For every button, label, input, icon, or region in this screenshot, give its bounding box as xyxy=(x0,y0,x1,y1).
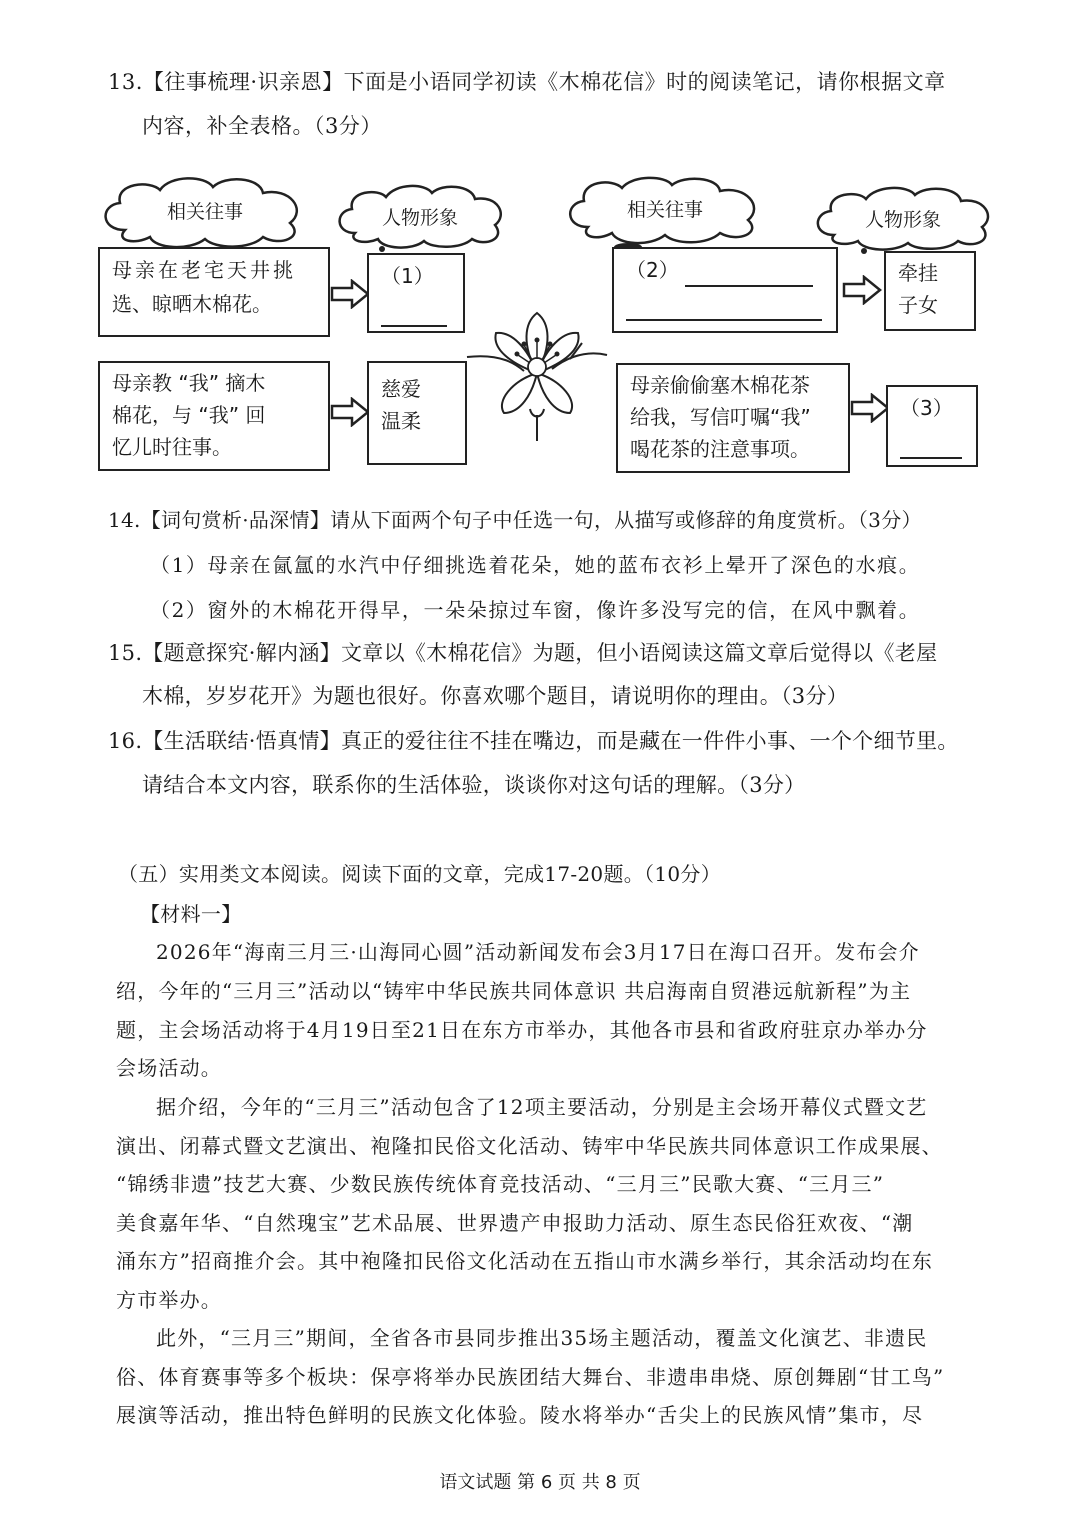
answer3-label: （3） xyxy=(900,396,953,420)
p3-line1: 此外，“三月三”期间，全省各市县同步推出35场主题活动，覆盖文化演艺、非遗民 xyxy=(156,1326,928,1350)
q14-sentence2: （2）窗外的木棉花开得早，一朵朵掠过车窗，像许多没写完的信，在风中飘着。 xyxy=(150,598,921,622)
cloud-character-right xyxy=(808,185,998,255)
event3-line3: 忆儿时往事。 xyxy=(112,435,232,459)
arrow-right-icon xyxy=(330,397,370,427)
p3-line3: 展演等活动，推出特色鲜明的民族文化体验。陵水将举办“舌尖上的民族风情”集市，尽 xyxy=(116,1403,924,1427)
cloud-past-events-right xyxy=(560,175,770,250)
cloud-label: 人物形象 xyxy=(864,209,941,231)
q15-line2: 木棉，岁岁花开》为题也很好。你喜欢哪个题目，请说明你的理由。（3分） xyxy=(142,684,849,708)
q13-stem-line1: 13.【往事梳理·识亲恩】下面是小语同学初读《木棉花信》时的阅读笔记，请你根据文章 xyxy=(108,70,946,94)
q14-sentence1: （1）母亲在氤氲的水汽中仔细挑选着花朵，她的蓝布衣衫上晕开了深色的水痕。 xyxy=(150,553,921,577)
p2-line6: 方市举办。 xyxy=(116,1288,222,1312)
event4-line1: 母亲偷偷塞木棉花茶 xyxy=(630,373,810,397)
answer3-blank[interactable] xyxy=(900,445,962,459)
p1-line3: 题，主会场活动将于4月19日至21日在东方市举办，其他各市县和省政府驻京办举办分 xyxy=(116,1018,928,1042)
p2-line3: “锦绣非遗”技艺大赛、少数民族传统体育竞技活动、“三月三”民歌大赛、“三月三” xyxy=(116,1172,885,1196)
answer-box-1 xyxy=(367,253,465,333)
event2-blank-line2[interactable] xyxy=(626,305,822,321)
p1-line4: 会场活动。 xyxy=(116,1056,222,1080)
reading-notes-diagram xyxy=(90,175,1000,485)
event2-label: （2） xyxy=(626,258,679,282)
trait2-line1: 牵挂 xyxy=(898,261,938,285)
p1-line1: 2026年“海南三月三·山海同心圆”活动新闻发布会3月17日在海口召开。发布会介 xyxy=(156,940,920,964)
p2-line5: 涌东方”招商推介会。其中袍隆扣民俗文化活动在五指山市水满乡举行，其余活动均在东 xyxy=(116,1249,934,1273)
trait2-line2: 子女 xyxy=(898,293,938,317)
cloud-character-left xyxy=(330,183,510,253)
cloud-label: 相关往事 xyxy=(626,199,703,221)
answer1-blank[interactable] xyxy=(381,311,447,327)
event-box-4 xyxy=(616,363,850,473)
answer-box-3 xyxy=(886,385,978,467)
trait3-line1: 慈爱 xyxy=(381,377,421,401)
kapok-flower-icon xyxy=(462,305,612,445)
event3-line2: 棉花，与 “我” 回 xyxy=(112,403,266,427)
q16-line1: 16.【生活联结·悟真情】真正的爱往往不挂在嘴边，而是藏在一件件小事、一个个细节里。 xyxy=(108,729,959,753)
cloud-past-events-left xyxy=(95,175,315,255)
q13-stem-line2: 内容，补全表格。（3分） xyxy=(142,114,382,138)
page-footer: 语文试题 第 6 页 共 8 页 xyxy=(439,1472,641,1493)
arrow-right-icon xyxy=(850,393,890,423)
trait3-line2: 温柔 xyxy=(381,409,421,433)
event4-line2: 给我，写信叮嘱“我” xyxy=(630,405,811,429)
cloud-label: 人物形象 xyxy=(381,207,458,229)
answer1-label: （1） xyxy=(381,264,434,288)
event4-line3: 喝花茶的注意事项。 xyxy=(630,437,810,461)
event1-line2: 选、晾晒木棉花。 xyxy=(112,292,272,316)
q15-line1: 15.【题意探究·解内涵】文章以《木棉花信》为题，但小语阅读这篇文章后觉得以《老屋 xyxy=(108,641,938,665)
event3-line1: 母亲教 “我” 摘木 xyxy=(112,371,266,395)
event-box-3 xyxy=(98,361,330,471)
p1-line2: 绍，今年的“三月三”活动以“铸牢中华民族共同体意识 共启海南自贸港远航新程”为主 xyxy=(116,979,912,1003)
event1-line1: 母亲在老宅天井挑 xyxy=(112,258,296,282)
event2-blank-line1[interactable] xyxy=(685,271,813,287)
event-box-2 xyxy=(612,247,838,333)
material-one-label: 【材料一】 xyxy=(140,902,242,926)
event-box-1 xyxy=(98,247,330,337)
q14-stem: 14.【词句赏析·品深情】请从下面两个句子中任选一句，从描写或修辞的角度赏析。（3分） xyxy=(108,508,922,532)
p3-line2: 俗、体育赛事等多个板块：保亭将举办民族团结大舞台、非遗串串烧、原创舞剧“甘工鸟” xyxy=(116,1365,945,1389)
trait-box-3 xyxy=(367,361,467,465)
cloud-label: 相关往事 xyxy=(166,201,243,223)
arrow-right-icon xyxy=(842,275,882,305)
trait-box-2 xyxy=(884,251,976,331)
arrow-right-icon xyxy=(330,279,370,309)
section5-heading: （五）实用类文本阅读。阅读下面的文章，完成17-20题。（10分） xyxy=(118,862,722,886)
p2-line4: 美食嘉年华、“自然瑰宝”艺术品展、世界遗产申报助力活动、原生态民俗狂欢夜、“潮 xyxy=(116,1211,914,1235)
p2-line1: 据介绍，今年的“三月三”活动包含了12项主要活动，分别是主会场开幕仪式暨文艺 xyxy=(156,1095,928,1119)
q16-line2: 请结合本文内容，联系你的生活体验，谈谈你对这句话的理解。（3分） xyxy=(142,773,806,797)
p2-line2: 演出、闭幕式暨文艺演出、袍隆扣民俗文化活动、铸牢中华民族共同体意识工作成果展、 xyxy=(116,1134,943,1158)
